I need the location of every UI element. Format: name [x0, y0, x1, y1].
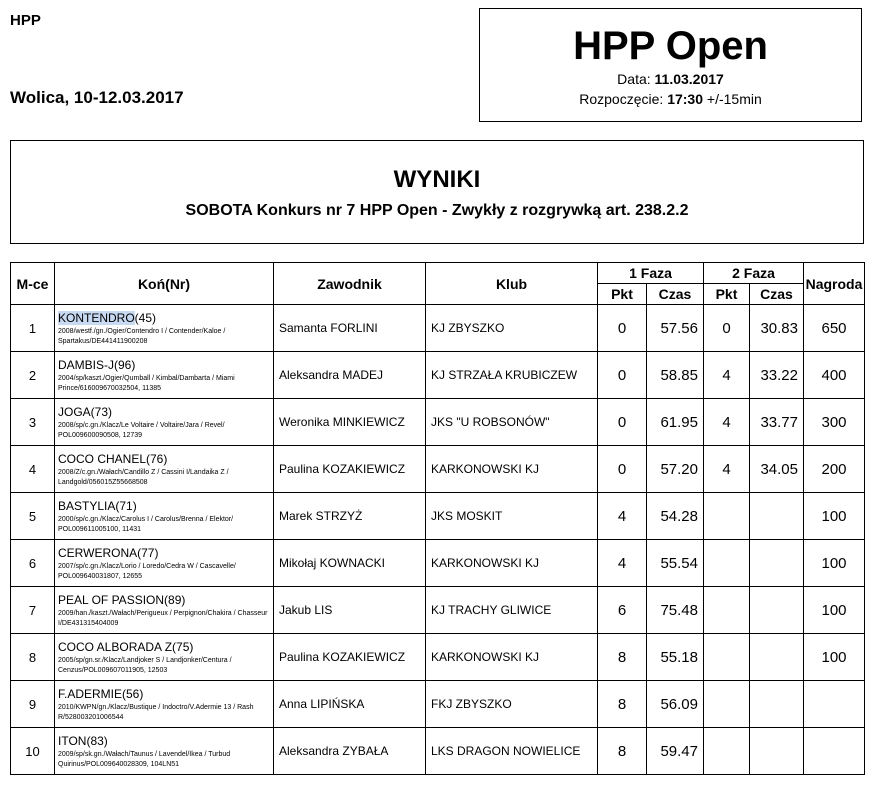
horse-name-rest: F.ADERMIE(56) — [58, 687, 144, 701]
row-czas2 — [750, 493, 804, 540]
horse-pedigree: 2009/han./kaszt./Wałach/Perigueux / Perpignon/Chakira / Chasseur I/DE431315404009 — [58, 610, 268, 627]
row-club: KARKONOWSKI KJ — [426, 634, 598, 681]
row-prize: 650 — [804, 305, 865, 352]
col-pkt1: Pkt — [598, 284, 647, 305]
event-start — [480, 89, 861, 109]
row-czas2 — [750, 681, 804, 728]
row-place: 3 — [11, 399, 55, 446]
horse-name — [58, 499, 273, 513]
table-row — [11, 352, 865, 399]
event-title: HPP Open — [573, 24, 768, 68]
col-czas2: Czas — [750, 284, 804, 305]
row-czas1: 57.56 — [647, 305, 704, 352]
row-horse — [55, 728, 274, 775]
row-club: FKJ ZBYSZKO — [426, 681, 598, 728]
horse-name-rest: COCO CHANEL(76) — [58, 452, 168, 466]
horse-name — [58, 640, 273, 654]
table-row — [11, 540, 865, 587]
place-date: Wolica, 10-12.03.2017 — [10, 88, 184, 107]
row-place: 4 — [11, 446, 55, 493]
row-place: 9 — [11, 681, 55, 728]
row-czas2 — [750, 540, 804, 587]
row-pkt1: 4 — [598, 540, 647, 587]
col-pkt2: Pkt — [704, 284, 750, 305]
row-prize: 100 — [804, 587, 865, 634]
row-horse — [55, 352, 274, 399]
table-row — [11, 728, 865, 775]
row-czas1: 57.20 — [647, 446, 704, 493]
table-row — [11, 305, 865, 352]
table-row — [11, 587, 865, 634]
row-prize: 100 — [804, 493, 865, 540]
horse-name-rest: BASTYLIA(71) — [58, 499, 137, 513]
row-prize: 400 — [804, 352, 865, 399]
row-rider: Jakub LIS — [274, 587, 426, 634]
start-label: Rozpoczęcie: — [579, 91, 664, 107]
row-place: 6 — [11, 540, 55, 587]
horse-name-rest: PEAL OF PASSION(89) — [58, 593, 186, 607]
row-rider: Marek STRZYŻ — [274, 493, 426, 540]
row-rider: Samanta FORLINI — [274, 305, 426, 352]
row-pkt1: 8 — [598, 728, 647, 775]
row-czas1: 58.85 — [647, 352, 704, 399]
col-place: M-ce — [11, 263, 55, 305]
row-club: LKS DRAGON NOWIELICE — [426, 728, 598, 775]
row-pkt1: 0 — [598, 399, 647, 446]
row-club: JKS "U ROBSONÓW" — [426, 399, 598, 446]
horse-name — [58, 452, 273, 466]
row-rider: Paulina KOZAKIEWICZ — [274, 634, 426, 681]
row-czas1: 56.09 — [647, 681, 704, 728]
horse-name — [58, 311, 273, 325]
horse-pedigree: 2000/sp/c.gn./Klacz/Carolus I / Carolus/Brenna / Elektor/ POL009611005100, 11431 — [58, 516, 234, 533]
horse-pedigree: 2005/sp/gn.sr./Klacz/Landjoker S / Landjonker/Centura / Cenzus/POL009607011905, 12503 — [58, 657, 232, 674]
start-value: 17:30 — [667, 91, 703, 107]
row-prize: 100 — [804, 540, 865, 587]
row-pkt2 — [704, 634, 750, 681]
col-prize: Nagroda — [804, 263, 865, 305]
row-club: KARKONOWSKI KJ — [426, 446, 598, 493]
event-header-box — [479, 8, 862, 122]
row-pkt2 — [704, 540, 750, 587]
row-pkt1: 0 — [598, 446, 647, 493]
row-czas2: 30.83 — [750, 305, 804, 352]
row-czas1: 55.54 — [647, 540, 704, 587]
row-pkt1: 0 — [598, 352, 647, 399]
horse-name — [58, 687, 273, 701]
row-prize — [804, 728, 865, 775]
horse-name-rest: DAMBIS-J(96) — [58, 358, 136, 372]
row-czas1: 75.48 — [647, 587, 704, 634]
competition-subtitle: SOBOTA Konkurs nr 7 HPP Open - Zwykły z rozgrywką art. 238.2.2 — [185, 202, 689, 219]
col-club: Klub — [426, 263, 598, 305]
row-place: 10 — [11, 728, 55, 775]
row-place: 1 — [11, 305, 55, 352]
row-czas1: 61.95 — [647, 399, 704, 446]
row-horse — [55, 681, 274, 728]
horse-name-rest: JOGA(73) — [58, 405, 113, 419]
row-prize — [804, 681, 865, 728]
horse-pedigree: 2008/westf./gn./Ogier/Contendro I / Contender/Kaloe / Spartakus/DE441411900208 — [58, 328, 226, 345]
row-club: KARKONOWSKI KJ — [426, 540, 598, 587]
results-table — [10, 262, 865, 775]
row-pkt2 — [704, 728, 750, 775]
row-czas2 — [750, 728, 804, 775]
row-czas2 — [750, 587, 804, 634]
row-prize: 100 — [804, 634, 865, 681]
horse-name — [58, 358, 273, 372]
col-rider: Zawodnik — [274, 263, 426, 305]
row-horse — [55, 305, 274, 352]
table-row — [11, 446, 865, 493]
row-czas1: 55.18 — [647, 634, 704, 681]
horse-pedigree: 2009/sp/sk.gn./Wałach/Taunus / Lavendel/Ikea / Turbud Quirinus/POL009640028309, 104LN51 — [58, 751, 231, 768]
horse-pedigree: 2004/sp/kaszt./Ogier/Qumball / Kimbal/Dambarta / Miami Prince/616009670032504, 11385 — [58, 375, 235, 392]
organizer-label: HPP — [10, 12, 41, 29]
row-prize: 200 — [804, 446, 865, 493]
date-label: Data: — [617, 71, 651, 87]
row-pkt2 — [704, 493, 750, 540]
row-horse — [55, 446, 274, 493]
results-title-box — [10, 140, 864, 244]
row-place: 5 — [11, 493, 55, 540]
row-rider: Weronika MINKIEWICZ — [274, 399, 426, 446]
row-pkt2: 4 — [704, 352, 750, 399]
row-czas1: 59.47 — [647, 728, 704, 775]
row-rider: Mikołaj KOWNACKI — [274, 540, 426, 587]
row-czas2: 33.22 — [750, 352, 804, 399]
row-place: 7 — [11, 587, 55, 634]
table-row — [11, 399, 865, 446]
row-pkt2: 4 — [704, 399, 750, 446]
row-club: KJ STRZAŁA KRUBICZEW — [426, 352, 598, 399]
row-pkt1: 4 — [598, 493, 647, 540]
start-suffix: +/-15min — [706, 91, 762, 107]
col-horse: Koń(Nr) — [55, 263, 274, 305]
horse-name — [58, 593, 273, 607]
row-pkt2: 4 — [704, 446, 750, 493]
row-club: KJ TRACHY GLIWICE — [426, 587, 598, 634]
horse-name-rest: CERWERONA(77) — [58, 546, 159, 560]
row-horse — [55, 634, 274, 681]
horse-pedigree: 2010/KWPN/gn./Klacz/Bustique / Indoctro/V.Adermie 13 / Rash R/528003201006544 — [58, 704, 254, 721]
table-row — [11, 493, 865, 540]
horse-name — [58, 546, 273, 560]
row-rider: Aleksandra MADEJ — [274, 352, 426, 399]
horse-pedigree: 2007/sp/c.gn./Klacz/Lorio / Loredo/Cedra W / Cascavelle/ POL009640031807, 12655 — [58, 563, 236, 580]
table-row — [11, 634, 865, 681]
horse-name-rest: COCO ALBORADA Z(75) — [58, 640, 194, 654]
row-place: 8 — [11, 634, 55, 681]
row-horse — [55, 540, 274, 587]
row-pkt1: 0 — [598, 305, 647, 352]
row-horse — [55, 587, 274, 634]
horse-name-highlight: KONTENDRO — [58, 311, 135, 325]
row-rider: Aleksandra ZYBAŁA — [274, 728, 426, 775]
row-club: JKS MOSKIT — [426, 493, 598, 540]
row-club: KJ ZBYSZKO — [426, 305, 598, 352]
horse-pedigree: 2008/sp/c.gn./Klacz/Le Voltaire / Voltaire/Jara / Revel/ POL009600090508, 12739 — [58, 422, 225, 439]
row-pkt2 — [704, 681, 750, 728]
row-pkt2: 0 — [704, 305, 750, 352]
row-place: 2 — [11, 352, 55, 399]
date-value: 11.03.2017 — [654, 71, 724, 87]
col-phase2: 2 Faza — [704, 263, 804, 284]
row-horse — [55, 399, 274, 446]
horse-name — [58, 734, 273, 748]
results-heading: WYNIKI — [393, 166, 481, 193]
row-pkt1: 8 — [598, 681, 647, 728]
horse-name-rest: (45) — [134, 311, 157, 325]
row-rider: Anna LIPIŃSKA — [274, 681, 426, 728]
row-horse — [55, 493, 274, 540]
row-prize: 300 — [804, 399, 865, 446]
table-row — [11, 681, 865, 728]
col-czas1: Czas — [647, 284, 704, 305]
horse-pedigree: 2008/Z/c.gn./Wałach/Candillo Z / Cassini I/Landaika Z / Landgold/056015Z55668508 — [58, 469, 229, 486]
row-pkt1: 8 — [598, 634, 647, 681]
row-pkt1: 6 — [598, 587, 647, 634]
row-czas1: 54.28 — [647, 493, 704, 540]
row-rider: Paulina KOZAKIEWICZ — [274, 446, 426, 493]
event-date — [480, 69, 861, 89]
row-czas2: 33.77 — [750, 399, 804, 446]
row-pkt2 — [704, 587, 750, 634]
horse-name-rest: ITON(83) — [58, 734, 108, 748]
row-czas2 — [750, 634, 804, 681]
row-czas2: 34.05 — [750, 446, 804, 493]
horse-name — [58, 405, 273, 419]
col-phase1: 1 Faza — [598, 263, 704, 284]
